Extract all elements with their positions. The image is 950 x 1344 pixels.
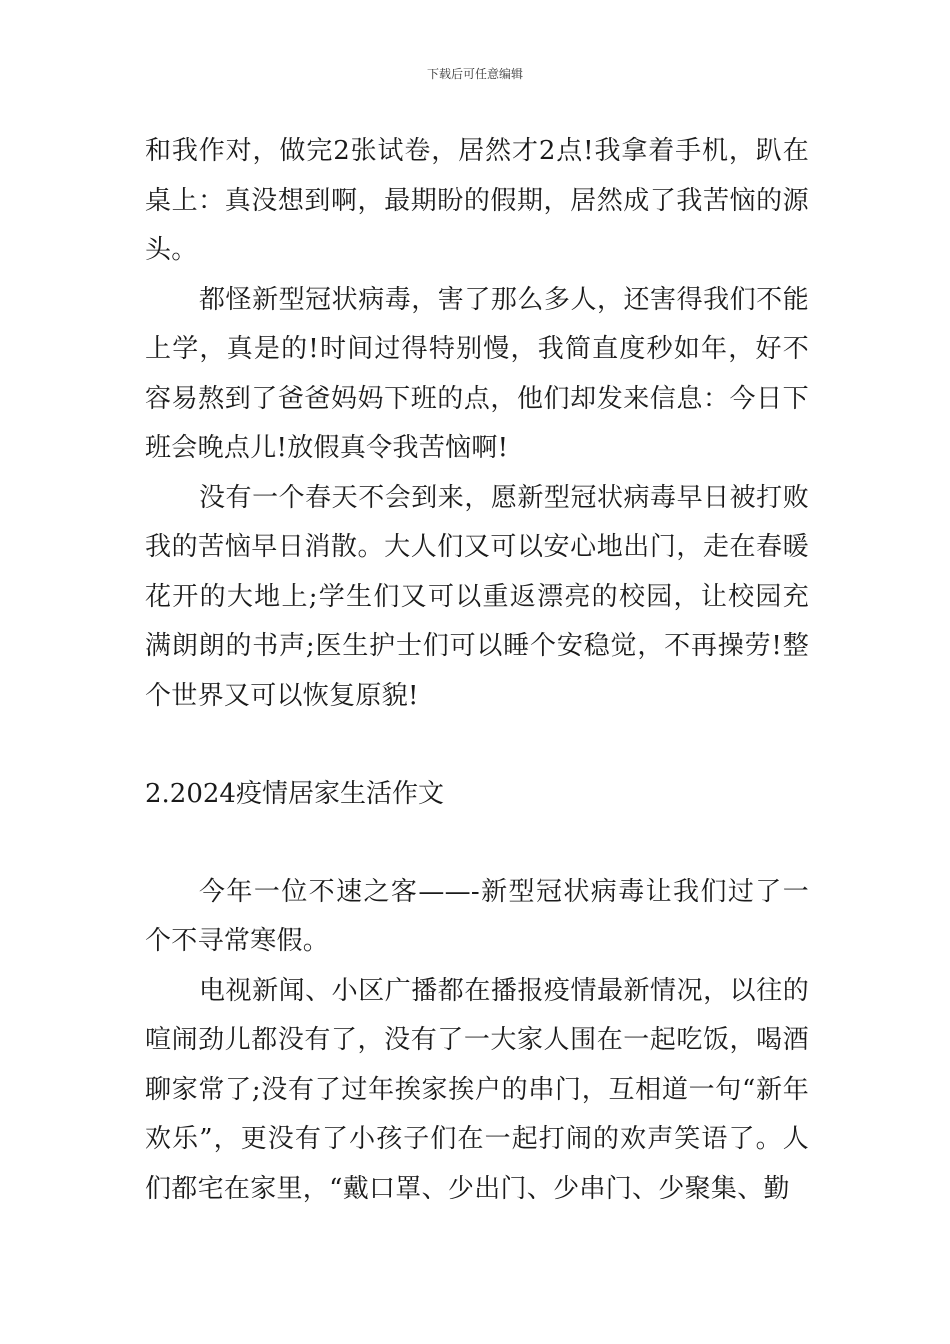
spacer xyxy=(145,721,809,770)
page-header: 下载后可任意编辑 xyxy=(426,67,523,81)
section-heading: 2.2024疫情居家生活作文 xyxy=(145,779,444,809)
paragraph: 电视新闻、小区广播都在播报疫情最新情况，以往的喧闹劲儿都没有了，没有了一大家人围在一起吃饭，喝酒聊家常了;没有了过年挨家挨户的串门，互相道一句“新年欢乐”，更没有了小孩子们在一起打闹的欢声笑语了。人们都宅在家里，“戴口罩、少出门、少串门、少聚集、勤 xyxy=(145,975,809,1204)
spacer xyxy=(145,820,809,868)
paragraph: 没有一个春天不会到来，愿新型冠状病毒早日被打败我的苦恼早日消散。大人们又可以安心地出门，走在春暖花开的大地上;学生们又可以重返漂亮的校园，让校园充满朗朗的书声;医生护士们可以睡个安稳觉，不再操劳!整个世界又可以恢复原貌! xyxy=(145,482,809,711)
paragraph: 都怪新型冠状病毒，害了那么多人，还害得我们不能上学，真是的!时间过得特别慢，我简直度秒如年，好不容易熬到了爸爸妈妈下班的点，他们却发来信息：今日下班会晚点儿!放假真令我苦恼啊! xyxy=(145,284,809,463)
document-body xyxy=(145,127,809,1214)
paragraph: 和我作对，做完2张试卷，居然才2点!我拿着手机，趴在桌上：真没想到啊，最期盼的假期，居然成了我苦恼的源头。 xyxy=(145,136,809,265)
paragraph: 今年一位不速之客——-新型冠状病毒让我们过了一个不寻常寒假。 xyxy=(145,876,809,956)
